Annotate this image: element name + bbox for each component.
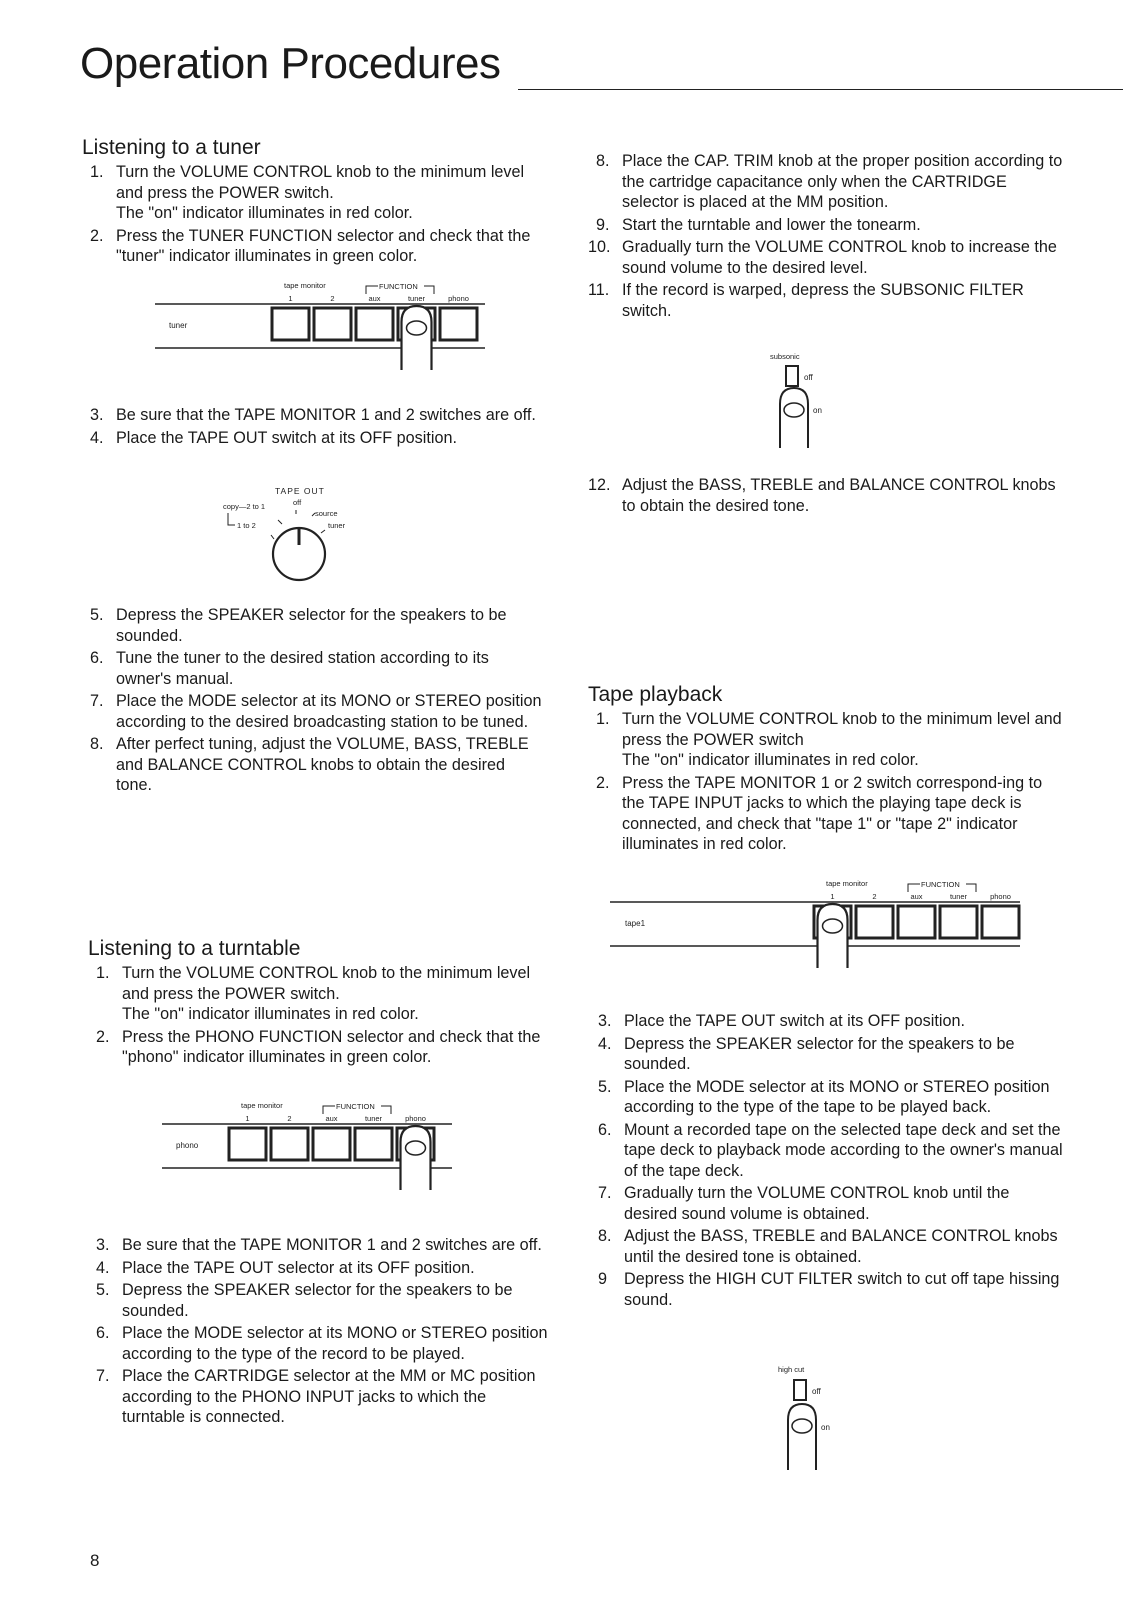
- finger-icon: [818, 904, 848, 968]
- step-text: Place the MODE selector at its MONO or STEREO position according to the type of the tape to be played back.: [624, 1077, 1050, 1116]
- title-rule: [518, 89, 1123, 90]
- step-text: Place the MODE selector at its MONO or STEREO position according to the desired broadcasting station to be tuned.: [116, 692, 542, 731]
- dial-copy-bracket: [228, 513, 235, 525]
- tape-monitor-label: tape monitor: [241, 1101, 283, 1110]
- dial-off-label: off: [293, 498, 302, 507]
- step-number: 4.: [598, 1034, 612, 1053]
- tape-monitor-label: tape monitor: [284, 281, 326, 290]
- tuner-heading: Listening to a tuner: [82, 136, 261, 159]
- step-text: Depress the SPEAKER selector for the speakers to be sounded.: [122, 1281, 513, 1320]
- step-text: Depress the SPEAKER selector for the speakers to be sounded.: [624, 1034, 1015, 1073]
- step-text: Turn the VOLUME CONTROL knob to the minimum level and press the POWER switch.: [122, 964, 531, 1003]
- step-text: Turn the VOLUME CONTROL knob to the minimum level and press the POWER switch: [622, 710, 1062, 749]
- step-item: [88, 1258, 548, 1279]
- step-number: 9: [598, 1270, 608, 1288]
- step-number: 7.: [598, 1184, 612, 1202]
- step-number: 6.: [598, 1120, 612, 1139]
- dial-title: TAPE OUT: [275, 486, 325, 496]
- step-item: [82, 226, 542, 267]
- panel-indicator-label: tape1: [625, 919, 646, 928]
- step-item: [588, 237, 1063, 278]
- button-label-aux: aux: [325, 1114, 338, 1123]
- step-item: [588, 773, 1063, 855]
- subsonic-switch-cap: [786, 366, 798, 386]
- highcut-off-label: off: [812, 1387, 821, 1396]
- button-label-btn2: 2: [330, 294, 335, 303]
- step-text: After perfect tuning, adjust the VOLUME, BASS, TREBLE and BALANCE CONTROL knobs to obtain the desired tone.: [116, 735, 529, 794]
- step-number: 2.: [90, 226, 104, 245]
- tuner-function-panel: [155, 280, 495, 380]
- finger-icon: [788, 1404, 816, 1470]
- tuner-steps-c: [82, 605, 542, 796]
- step-text: Place the CARTRIDGE selector at the MM or MC position according to the PHONO INPUT jacks to which the turntable is connected.: [122, 1367, 536, 1426]
- section-tuner-b: [82, 405, 542, 450]
- step-number: 2.: [596, 773, 610, 792]
- step-text: Place the CAP. TRIM knob at the proper position according to the cartridge capacitance only when the CARTRIDGE selector is placed at the MM position.: [622, 152, 1063, 211]
- step-number: 1.: [96, 964, 110, 983]
- function-label: FUNCTION: [336, 1102, 375, 1111]
- tape-monitor-label: tape monitor: [826, 879, 868, 888]
- step-number: 2.: [96, 1027, 110, 1046]
- panel-button-btn2: [314, 308, 351, 340]
- step-item: [590, 1269, 1065, 1310]
- step-text: If the record is warped, depress the SUBSONIC FILTER switch.: [622, 281, 1024, 320]
- step-item: [88, 1235, 548, 1256]
- button-label-btn1: 1: [245, 1114, 250, 1123]
- dial-1to2-label: 1 to 2: [237, 521, 256, 530]
- function-label: FUNCTION: [921, 880, 960, 889]
- button-label-btn1: 1: [288, 294, 293, 303]
- section-turntable-c: [588, 151, 1063, 323]
- tape-heading: Tape playback: [588, 683, 723, 706]
- highcut-label: high cut: [778, 1365, 805, 1374]
- step-item: [588, 475, 1063, 516]
- step-number: 8.: [90, 735, 104, 753]
- finger-icon: [401, 1126, 431, 1190]
- dial-tick-1to2: [278, 520, 282, 524]
- step-number: 5.: [90, 606, 104, 624]
- step-item: [88, 963, 548, 1025]
- step-item: [82, 405, 542, 426]
- panel-button-aux: [898, 906, 935, 938]
- step-text: Tune the tuner to the desired station according to its owner's manual.: [116, 649, 489, 688]
- function-bracket-right: [966, 884, 976, 892]
- step-text: Adjust the BASS, TREBLE and BALANCE CONTROL knobs to obtain the desired tone.: [622, 476, 1056, 515]
- tuner-steps-a: [82, 162, 542, 267]
- step-item: [82, 734, 542, 796]
- page-title: Operation Procedures: [80, 39, 501, 88]
- finger-icon: [780, 388, 808, 448]
- function-bracket-left: [323, 1106, 335, 1114]
- page-number: 8: [90, 1551, 100, 1570]
- step-text: Press the TUNER FUNCTION selector and check that the "tuner" indicator illuminates in green color.: [116, 226, 531, 266]
- step-text: Place the TAPE OUT switch at its OFF position.: [624, 1012, 965, 1030]
- dial-source-label: source: [315, 509, 338, 518]
- turntable-steps-a: [88, 963, 548, 1068]
- panel-button-btn2: [271, 1128, 308, 1160]
- step-text: Depress the HIGH CUT FILTER switch to cut off tape hissing sound.: [624, 1270, 1060, 1309]
- step-item: [82, 691, 542, 732]
- button-label-tuner: tuner: [407, 294, 426, 303]
- step-item: [588, 280, 1063, 321]
- step-number: 5.: [598, 1077, 612, 1096]
- subsonic-on-label: on: [813, 406, 822, 415]
- dial-tick-left: [271, 535, 274, 539]
- step-number: 7.: [96, 1367, 110, 1385]
- panel-button-aux: [356, 308, 393, 340]
- button-label-phono: phono: [405, 1114, 426, 1123]
- step-text: Press the TAPE MONITOR 1 or 2 switch correspond-ing to the TAPE INPUT jacks to which the playing tape deck is connected, and check that "tape 1" or "tape 2" indicator illuminates in red color.: [622, 773, 1043, 854]
- section-tape: [588, 683, 1063, 857]
- step-item: [590, 1034, 1065, 1075]
- function-bracket-left: [366, 286, 378, 294]
- step-text: Gradually turn the VOLUME CONTROL knob to increase the sound volume to the desired level.: [622, 238, 1057, 277]
- step-item: [82, 162, 542, 224]
- step-item: [590, 1183, 1065, 1224]
- step-item: [88, 1280, 548, 1321]
- function-label: FUNCTION: [379, 282, 418, 291]
- step-number: 1.: [596, 710, 610, 729]
- step-number: 4.: [90, 428, 104, 447]
- button-label-phono: phono: [448, 294, 469, 303]
- tape-out-dial: [215, 483, 375, 583]
- step-text: Be sure that the TAPE MONITOR 1 and 2 switches are off.: [122, 1236, 542, 1254]
- step-number: 3.: [90, 406, 104, 424]
- step-item: [82, 605, 542, 646]
- button-label-aux: aux: [368, 294, 381, 303]
- section-tuner: [82, 136, 542, 269]
- section-tuner-c: [82, 605, 542, 798]
- step-note: The "on" indicator illuminates in red color.: [122, 1005, 419, 1024]
- step-number: 9.: [596, 215, 610, 234]
- turntable-steps-b: [88, 1235, 548, 1428]
- section-turntable-d: [588, 475, 1063, 518]
- step-text: Start the turntable and lower the tonearm.: [622, 215, 921, 234]
- step-number: 3.: [96, 1236, 110, 1254]
- panel-button-aux: [313, 1128, 350, 1160]
- phono-function-panel: [162, 1090, 502, 1190]
- step-text: Depress the SPEAKER selector for the speakers to be sounded.: [116, 606, 507, 645]
- step-item: [590, 1077, 1065, 1118]
- high-cut-switch: [778, 1362, 878, 1477]
- tape-function-panel: [610, 868, 1040, 978]
- step-text: Press the PHONO FUNCTION selector and check that the "phono" indicator illuminates in green color.: [122, 1027, 541, 1067]
- highcut-switch-cap: [794, 1380, 806, 1400]
- step-item: [588, 709, 1063, 771]
- panel-indicator-label: tuner: [169, 321, 188, 330]
- step-text: Gradually turn the VOLUME CONTROL knob until the desired sound volume is obtained.: [624, 1184, 1010, 1223]
- step-note: The "on" indicator illuminates in red color.: [116, 204, 413, 223]
- button-label-aux: aux: [910, 892, 923, 901]
- button-label-phono: phono: [990, 892, 1011, 901]
- step-item: [588, 151, 1063, 213]
- panel-button-btn2: [856, 906, 893, 938]
- step-text: Place the MODE selector at its MONO or STEREO position according to the type of the record to be played.: [122, 1324, 548, 1363]
- dial-tick-tuner: [321, 530, 325, 533]
- step-number: 6.: [96, 1324, 110, 1342]
- panel-button-phono: [982, 906, 1019, 938]
- button-label-tuner: tuner: [364, 1114, 383, 1123]
- finger-icon: [402, 306, 432, 370]
- panel-button-btn1: [229, 1128, 266, 1160]
- step-item: [590, 1226, 1065, 1267]
- tuner-steps-b: [82, 405, 542, 448]
- step-item: [590, 1120, 1065, 1182]
- step-number: 8.: [598, 1227, 612, 1245]
- step-number: 1.: [90, 163, 104, 182]
- step-text: Be sure that the TAPE MONITOR 1 and 2 switches are off.: [116, 406, 536, 424]
- panel-indicator-label: phono: [176, 1141, 199, 1150]
- step-text: Place the TAPE OUT selector at its OFF position.: [122, 1258, 475, 1277]
- subsonic-label: subsonic: [770, 352, 800, 361]
- step-item: [590, 1011, 1065, 1032]
- step-text: Place the TAPE OUT switch at its OFF position.: [116, 428, 457, 447]
- subsonic-switch: [770, 350, 870, 460]
- step-item: [88, 1027, 548, 1068]
- button-label-tuner: tuner: [949, 892, 968, 901]
- step-item: [82, 428, 542, 449]
- highcut-on-label: on: [821, 1423, 830, 1432]
- function-bracket-right: [424, 286, 434, 294]
- button-label-btn1: 1: [830, 892, 835, 901]
- step-number: 5.: [96, 1281, 110, 1299]
- step-note: The "on" indicator illuminates in red color.: [622, 751, 919, 770]
- section-tape-b: [590, 1011, 1065, 1312]
- button-label-btn2: 2: [872, 892, 877, 901]
- step-text: Turn the VOLUME CONTROL knob to the minimum level and press the POWER switch.: [116, 163, 525, 202]
- step-text: Mount a recorded tape on the selected tape deck and set the tape deck to playback mode according to the owner's manual of the tape deck.: [624, 1120, 1063, 1180]
- step-text: Adjust the BASS, TREBLE and BALANCE CONTROL knobs until the desired tone is obtained.: [624, 1227, 1058, 1266]
- step-number: 7.: [90, 692, 104, 710]
- turntable-steps-d: [588, 475, 1063, 516]
- step-number: 12.: [588, 476, 611, 494]
- step-number: 4.: [96, 1258, 110, 1277]
- step-item: [88, 1366, 548, 1428]
- step-number: 8.: [596, 152, 610, 170]
- panel-button-tuner: [355, 1128, 392, 1160]
- step-number: 6.: [90, 649, 104, 667]
- step-number: 11.: [588, 281, 610, 299]
- panel-button-phono: [440, 308, 477, 340]
- step-number: 3.: [598, 1012, 612, 1030]
- turntable-heading: Listening to a turntable: [88, 937, 301, 960]
- panel-button-btn1: [272, 308, 309, 340]
- step-item: [88, 1323, 548, 1364]
- tape-steps-b: [590, 1011, 1065, 1310]
- dial-tuner-label: tuner: [328, 521, 346, 530]
- tape-steps-a: [588, 709, 1063, 855]
- panel-button-tuner: [940, 906, 977, 938]
- subsonic-off-label: off: [804, 373, 813, 382]
- function-bracket-right: [381, 1106, 391, 1114]
- button-label-btn2: 2: [287, 1114, 292, 1123]
- step-item: [588, 215, 1063, 236]
- step-number: 10.: [588, 238, 611, 256]
- section-turntable: [88, 937, 548, 1070]
- section-turntable-b: [88, 1235, 548, 1430]
- function-bracket-left: [908, 884, 920, 892]
- dial-copy-label: copy—2 to 1: [223, 502, 266, 511]
- turntable-steps-c: [588, 151, 1063, 321]
- step-item: [82, 648, 542, 689]
